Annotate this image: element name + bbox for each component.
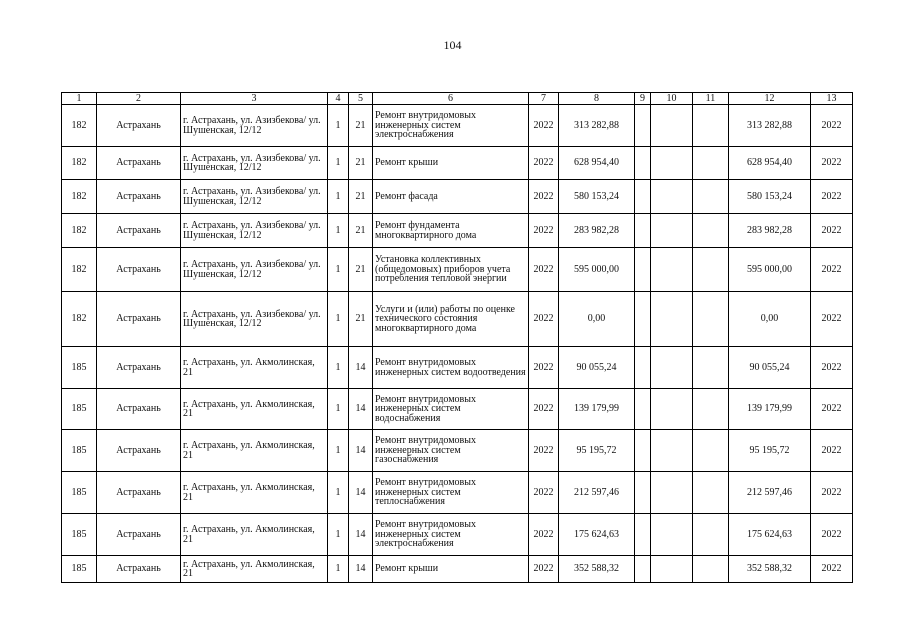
table-row	[62, 472, 853, 514]
col11-cell	[693, 214, 729, 248]
table-row	[62, 347, 853, 389]
col10-cell	[651, 180, 693, 214]
row-number-cell: 182	[62, 147, 97, 180]
row-number-cell: 182	[62, 248, 97, 292]
cost-cell: 313 282,88	[559, 105, 635, 147]
table-row	[62, 514, 853, 556]
city-cell: Астрахань	[97, 389, 181, 430]
work-type-cell: Ремонт фасада	[373, 180, 529, 214]
completion-year-cell: 2022	[811, 214, 853, 248]
year-cell: 2022	[529, 292, 559, 347]
table-row	[62, 147, 853, 180]
city-cell: Астрахань	[97, 347, 181, 389]
col9-cell	[635, 472, 651, 514]
register-table	[61, 92, 853, 583]
col11-cell	[693, 105, 729, 147]
column-header: 10	[651, 93, 693, 105]
col11-cell	[693, 472, 729, 514]
col11-cell	[693, 514, 729, 556]
col11-cell	[693, 248, 729, 292]
col5-cell: 14	[349, 472, 373, 514]
work-type-cell: Ремонт крыши	[373, 147, 529, 180]
col5-cell: 21	[349, 214, 373, 248]
col5-cell: 14	[349, 556, 373, 583]
total-cell: 283 982,28	[729, 214, 811, 248]
col5-cell: 21	[349, 180, 373, 214]
address-cell: г. Астрахань, ул. Акмолинская, 21	[181, 514, 328, 556]
cost-cell: 580 153,24	[559, 180, 635, 214]
completion-year-cell: 2022	[811, 292, 853, 347]
column-header: 8	[559, 93, 635, 105]
year-cell: 2022	[529, 389, 559, 430]
address-cell: г. Астрахань, ул. Азизбекова/ ул. Шушенская, 12/12	[181, 147, 328, 180]
column-header: 1	[62, 93, 97, 105]
col10-cell	[651, 248, 693, 292]
table-row	[62, 556, 853, 583]
column-header: 7	[529, 93, 559, 105]
col10-cell	[651, 556, 693, 583]
total-cell: 90 055,24	[729, 347, 811, 389]
col10-cell	[651, 389, 693, 430]
table-row	[62, 430, 853, 472]
year-cell: 2022	[529, 214, 559, 248]
cost-cell: 212 597,46	[559, 472, 635, 514]
year-cell: 2022	[529, 514, 559, 556]
column-header: 9	[635, 93, 651, 105]
city-cell: Астрахань	[97, 180, 181, 214]
table-row	[62, 292, 853, 347]
city-cell: Астрахань	[97, 214, 181, 248]
col4-cell: 1	[328, 248, 349, 292]
col5-cell: 21	[349, 105, 373, 147]
work-type-cell: Ремонт внутридомовых инженерных систем водоотведения	[373, 347, 529, 389]
completion-year-cell: 2022	[811, 347, 853, 389]
work-type-cell: Ремонт внутридомовых инженерных систем электроснабжения	[373, 105, 529, 147]
year-cell: 2022	[529, 556, 559, 583]
completion-year-cell: 2022	[811, 147, 853, 180]
city-cell: Астрахань	[97, 292, 181, 347]
address-cell: г. Астрахань, ул. Азизбекова/ ул. Шушенская, 12/12	[181, 105, 328, 147]
col4-cell: 1	[328, 147, 349, 180]
col5-cell: 14	[349, 430, 373, 472]
completion-year-cell: 2022	[811, 556, 853, 583]
total-cell: 175 624,63	[729, 514, 811, 556]
row-number-cell: 185	[62, 514, 97, 556]
completion-year-cell: 2022	[811, 180, 853, 214]
cost-cell: 628 954,40	[559, 147, 635, 180]
col9-cell	[635, 248, 651, 292]
total-cell: 139 179,99	[729, 389, 811, 430]
col11-cell	[693, 389, 729, 430]
total-cell: 595 000,00	[729, 248, 811, 292]
city-cell: Астрахань	[97, 514, 181, 556]
col9-cell	[635, 347, 651, 389]
col5-cell: 14	[349, 347, 373, 389]
work-type-cell: Ремонт внутридомовых инженерных систем теплоснабжения	[373, 472, 529, 514]
col4-cell: 1	[328, 556, 349, 583]
work-type-cell: Установка коллективных (общедомовых) приборов учета потребления тепловой энергии	[373, 248, 529, 292]
total-cell: 0,00	[729, 292, 811, 347]
work-type-cell: Ремонт внутридомовых инженерных систем электроснабжения	[373, 514, 529, 556]
column-header: 5	[349, 93, 373, 105]
table-row	[62, 180, 853, 214]
work-type-cell: Услуги и (или) работы по оценке технического состояния многоквартирного дома	[373, 292, 529, 347]
col4-cell: 1	[328, 214, 349, 248]
year-cell: 2022	[529, 430, 559, 472]
col10-cell	[651, 430, 693, 472]
cost-cell: 175 624,63	[559, 514, 635, 556]
col11-cell	[693, 430, 729, 472]
col4-cell: 1	[328, 180, 349, 214]
table-row	[62, 389, 853, 430]
col10-cell	[651, 214, 693, 248]
address-cell: г. Астрахань, ул. Азизбекова/ ул. Шушенская, 12/12	[181, 180, 328, 214]
total-cell: 628 954,40	[729, 147, 811, 180]
col5-cell: 14	[349, 514, 373, 556]
column-header: 13	[811, 93, 853, 105]
row-number-cell: 182	[62, 180, 97, 214]
address-cell: г. Астрахань, ул. Азизбекова/ ул. Шушенская, 12/12	[181, 292, 328, 347]
table-row	[62, 248, 853, 292]
cost-cell: 283 982,28	[559, 214, 635, 248]
row-number-cell: 185	[62, 389, 97, 430]
cost-cell: 352 588,32	[559, 556, 635, 583]
col11-cell	[693, 180, 729, 214]
col4-cell: 1	[328, 472, 349, 514]
year-cell: 2022	[529, 472, 559, 514]
col9-cell	[635, 514, 651, 556]
completion-year-cell: 2022	[811, 430, 853, 472]
col11-cell	[693, 347, 729, 389]
col5-cell: 21	[349, 292, 373, 347]
year-cell: 2022	[529, 105, 559, 147]
col5-cell: 21	[349, 248, 373, 292]
col9-cell	[635, 105, 651, 147]
total-cell: 95 195,72	[729, 430, 811, 472]
col10-cell	[651, 105, 693, 147]
col4-cell: 1	[328, 105, 349, 147]
city-cell: Астрахань	[97, 248, 181, 292]
column-header: 4	[328, 93, 349, 105]
col10-cell	[651, 472, 693, 514]
city-cell: Астрахань	[97, 105, 181, 147]
col9-cell	[635, 147, 651, 180]
city-cell: Астрахань	[97, 472, 181, 514]
col9-cell	[635, 556, 651, 583]
col11-cell	[693, 147, 729, 180]
row-number-cell: 182	[62, 105, 97, 147]
column-header: 6	[373, 93, 529, 105]
work-type-cell: Ремонт фундамента многоквартирного дома	[373, 214, 529, 248]
col10-cell	[651, 292, 693, 347]
col9-cell	[635, 214, 651, 248]
col4-cell: 1	[328, 514, 349, 556]
address-cell: г. Астрахань, ул. Акмолинская, 21	[181, 430, 328, 472]
city-cell: Астрахань	[97, 556, 181, 583]
col10-cell	[651, 514, 693, 556]
row-number-cell: 185	[62, 472, 97, 514]
col9-cell	[635, 389, 651, 430]
page-number: 104	[443, 38, 462, 52]
completion-year-cell: 2022	[811, 514, 853, 556]
col4-cell: 1	[328, 430, 349, 472]
year-cell: 2022	[529, 347, 559, 389]
city-cell: Астрахань	[97, 147, 181, 180]
table-row	[62, 214, 853, 248]
col10-cell	[651, 147, 693, 180]
city-cell: Астрахань	[97, 430, 181, 472]
column-header: 3	[181, 93, 328, 105]
row-number-cell: 185	[62, 430, 97, 472]
total-cell: 580 153,24	[729, 180, 811, 214]
work-type-cell: Ремонт внутридомовых инженерных систем газоснабжения	[373, 430, 529, 472]
completion-year-cell: 2022	[811, 472, 853, 514]
total-cell: 212 597,46	[729, 472, 811, 514]
col10-cell	[651, 347, 693, 389]
row-number-cell: 182	[62, 292, 97, 347]
address-cell: г. Астрахань, ул. Азизбекова/ ул. Шушенская, 12/12	[181, 214, 328, 248]
cost-cell: 95 195,72	[559, 430, 635, 472]
col11-cell	[693, 556, 729, 583]
row-number-cell: 182	[62, 214, 97, 248]
cost-cell: 0,00	[559, 292, 635, 347]
col9-cell	[635, 180, 651, 214]
table-row	[62, 105, 853, 147]
col11-cell	[693, 292, 729, 347]
cost-cell: 595 000,00	[559, 248, 635, 292]
year-cell: 2022	[529, 248, 559, 292]
cost-cell: 90 055,24	[559, 347, 635, 389]
column-header: 11	[693, 93, 729, 105]
year-cell: 2022	[529, 180, 559, 214]
address-cell: г. Астрахань, ул. Акмолинская, 21	[181, 389, 328, 430]
work-type-cell: Ремонт крыши	[373, 556, 529, 583]
col4-cell: 1	[328, 389, 349, 430]
total-cell: 313 282,88	[729, 105, 811, 147]
address-cell: г. Астрахань, ул. Акмолинская, 21	[181, 472, 328, 514]
address-cell: г. Астрахань, ул. Акмолинская, 21	[181, 556, 328, 583]
col9-cell	[635, 430, 651, 472]
year-cell: 2022	[529, 147, 559, 180]
col4-cell: 1	[328, 347, 349, 389]
work-type-cell: Ремонт внутридомовых инженерных систем водоснабжения	[373, 389, 529, 430]
address-cell: г. Астрахань, ул. Акмолинская, 21	[181, 347, 328, 389]
completion-year-cell: 2022	[811, 105, 853, 147]
address-cell: г. Астрахань, ул. Азизбекова/ ул. Шушенская, 12/12	[181, 248, 328, 292]
col5-cell: 21	[349, 147, 373, 180]
column-header: 12	[729, 93, 811, 105]
row-number-cell: 185	[62, 347, 97, 389]
completion-year-cell: 2022	[811, 248, 853, 292]
cost-cell: 139 179,99	[559, 389, 635, 430]
table-header-row	[62, 93, 853, 105]
total-cell: 352 588,32	[729, 556, 811, 583]
col4-cell: 1	[328, 292, 349, 347]
completion-year-cell: 2022	[811, 389, 853, 430]
col9-cell	[635, 292, 651, 347]
col5-cell: 14	[349, 389, 373, 430]
column-header: 2	[97, 93, 181, 105]
row-number-cell: 185	[62, 556, 97, 583]
